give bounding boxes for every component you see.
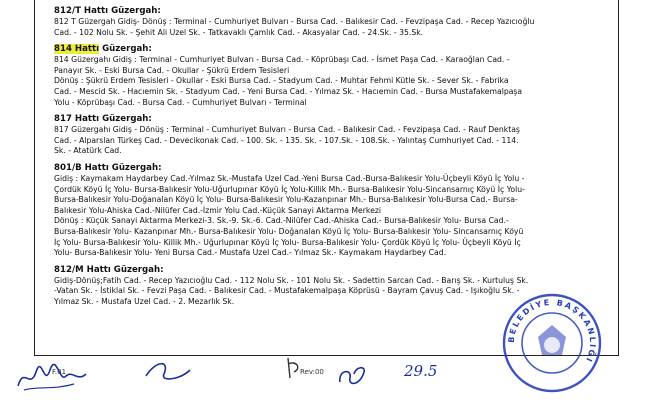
route-description: Gidiş-Dönüş;Fatih Cad. - Recep Yazıcıoğlu Cad. - 112 Nolu Sk. - 101 Nolu Sk. - Sadettin Sarcan Cad. - Barış Sk. - Kurtuluş Sk. -Vatan Sk. - İstiklal Sk. - Fevzi Paşa Cad. - Balıkesir Cad. - Mustafakemalpaşa Köprüsü - Bayram Çavuş Cad. - Işıkoğlu Sk. - Yılmaz Sk. - Mustafa Uzel Cad. - 2. Mezarlık Sk. [54,275,529,306]
signature-4 [334,362,374,392]
signature-3 [280,356,320,382]
route-title: 801/B Hattı Güzergah: [54,162,162,173]
signature-2 [140,358,200,388]
form-code: F.01 [52,368,67,376]
route-title: 817 Hattı Güzergah: [54,114,152,125]
route-812t [54,6,609,38]
route-817 [54,114,609,157]
route-description: Gidiş : Kaymakam Haydarbey Cad.-Yılmaz Sk.-Mustafa Uzel Cad.-Yeni Bursa Cad.-Bursa-Balıkesir Yolu-Üçbeyli Köyü İç Yolu - Çordük Köyü İç Yolu- Bursa-Balıkesir Yolu-Uğurlupınar Köyü İç Yolu-Killik Mh.- Bursa-Balıkesir Yolu-Sincansarnıç Köyü İç Yolu- Bursa-Balıkesir Yolu-Doğanalan Köyü İç Yolu- Bursa-Balıkesir Yolu-Kazanpınar Mh.- Bursa-Balıkesir Yolu-Bursa Cad.- Bursa- Balıkesir Yolu-Ahiska Cad.-Nilüfer Cad.-İzmir Yolu Cad.-Küçük Sanayi Aktarma Merkezi Dönüş : Küçük Sanayi Aktarma Merkezi-3. Sk.-9. Sk.-6. Cad.-Nilüfer Cad.-Ahiska Cad.- Bursa-Balıkesir Yolu- Bursa Cad.- Bursa-Balıkesir Yolu- Kazanpınar Mh.- Bursa-Balıkesir Yolu- Doğanalan Köyü İç Yolu- Bursa-Balıkesir Yolu- Sincansarnıç Köyü İç Yolu- Bursa-Balıkesir Yolu- Killik Mh.- Uğurlupınar Köyü İç Yolu- Bursa-Balıkesir Yolu- Çordük Köyü İç Yolu- Üçbeyli Köyü İç Yolu- Bursa-Balıkesir Yolu- Yeni Bursa Cad.- Mustafa Uzel Cad.- Yılmaz Sk.- Kaymakam Haydarbey Cad. [54,173,525,258]
revision-label: Rev:00 [300,368,324,376]
route-title [54,44,609,55]
route-list [54,6,609,313]
handwritten-date: 29.5 [404,362,438,380]
route-title: 812/T Hattı Güzergah: [54,6,161,16]
route-801b [54,163,609,259]
route-814 [54,44,609,108]
route-description: 812 T Güzergah Gidiş- Dönüş : Terminal - Cumhuriyet Bulvarı - Bursa Cad. - Balıkesir Cad. - Fevzipaşa Cad. - Recep Yazıcıoğlu Cad. - 102 Nolu Sk. - Şehit Ali Uzel Sk. - Tatkavaklı Çamlık Cad. - Akasyalar Cad. - 24.Sk. - 35.Sk. [54,17,535,37]
route-description: 817 Güzergahı Gidiş - Dönüş : Terminal - Cumhuriyet Bulvarı - Bursa Cad. - Balıkesir Cad. - Fevzipaşa Cad. - Rauf Denktaş Cad. - Alparslan Türkeş Cad. - Devecikonak Cad. - 100. Sk. - 135. Sk. - 107.Sk. - 108.Sk. - Yalıntaş Cumhuriyet Cad. - 114. Sk. - Atatürk Cad. [54,125,520,156]
route-title: 812/M Hattı Güzergah: [54,264,164,275]
seal-text: BELEDİYE BAŞKANLIĞI [506,297,598,365]
highlighted-route-number: 814 Hattı [54,44,100,55]
signature-1 [14,360,94,394]
route-title-rest: Güzergah: [99,44,152,55]
official-seal [500,291,604,395]
route-description: 814 Güzergahı Gidiş : Terminal - Cumhuriyet Bulvarı - Bursa Cad. - Köprübaşı Cad. - İsmet Paşa Cad. - Karaoğlan Cad. - Panayır Sk. - Eski Bursa Cad. - Okullar - Şükrü Erdem Tesisleri Dönüş : Şükrü Erdem Tesisleri - Okullar - Eski Bursa Cad. - Stadyum Cad. - Muhtar Fehmi Kütle Sk. - Sever Sk. - Fabrika Cad. - Mescid Sk. - Hacıemin Sk. - Stadyum Cad. - Yeni Bursa Cad. - Yılmaz Sk. - Hacıemin Cad. - Bursa Mustafakemalpaşa Yolu - Köprübaşı Cad. - Bursa Cad. - Cumhuriyet Bulvarı - Terminal [54,55,523,107]
